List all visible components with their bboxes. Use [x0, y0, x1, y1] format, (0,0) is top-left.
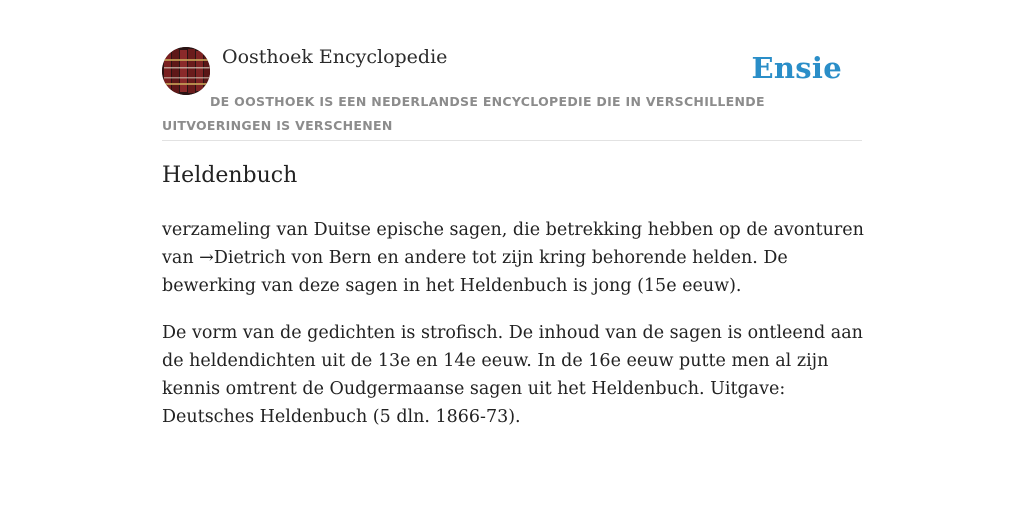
- article-title: Heldenbuch: [162, 163, 298, 188]
- ensie-logo-link[interactable]: Ensie: [751, 51, 842, 85]
- article-paragraph-2: De vorm van de gedichten is strofisch. De inhoud van de sagen is ontleend aan de heldendichten uit de 13e en 14e eeuw. In de 16e eeuw putte men al zijn kennis omtrent de Oudgermaanse sagen uit het Heldenbuch. Uitgave: Deutsches Heldenbuch (5 dln. 1866-73).: [162, 323, 863, 427]
- encyclopedia-books-avatar-icon[interactable]: [162, 47, 210, 95]
- paragraph-1-text-before: verzameling van Duitse epische sagen, die betrekking hebben op de avonturen van: [162, 220, 864, 268]
- page: [162, 0, 864, 427]
- article-paragraph-1: [162, 216, 864, 300]
- site-name[interactable]: Oosthoek Encyclopedie: [222, 46, 448, 68]
- paragraph-1-text-after: en andere tot zijn kring behorende helden. De bewerking van deze sagen in het Heldenbuch is jong (15e eeuw).: [162, 248, 788, 296]
- site-tagline: DE OOSTHOEK IS EEN NEDERLANDSE ENCYCLOPEDIE DIE IN VERSCHILLENDE UITVOERINGEN IS VERSCHENEN: [162, 94, 765, 133]
- site-header: [162, 0, 862, 141]
- dietrich-von-bern-link[interactable]: →Dietrich von Bern: [199, 248, 372, 268]
- article-body: [162, 216, 864, 450]
